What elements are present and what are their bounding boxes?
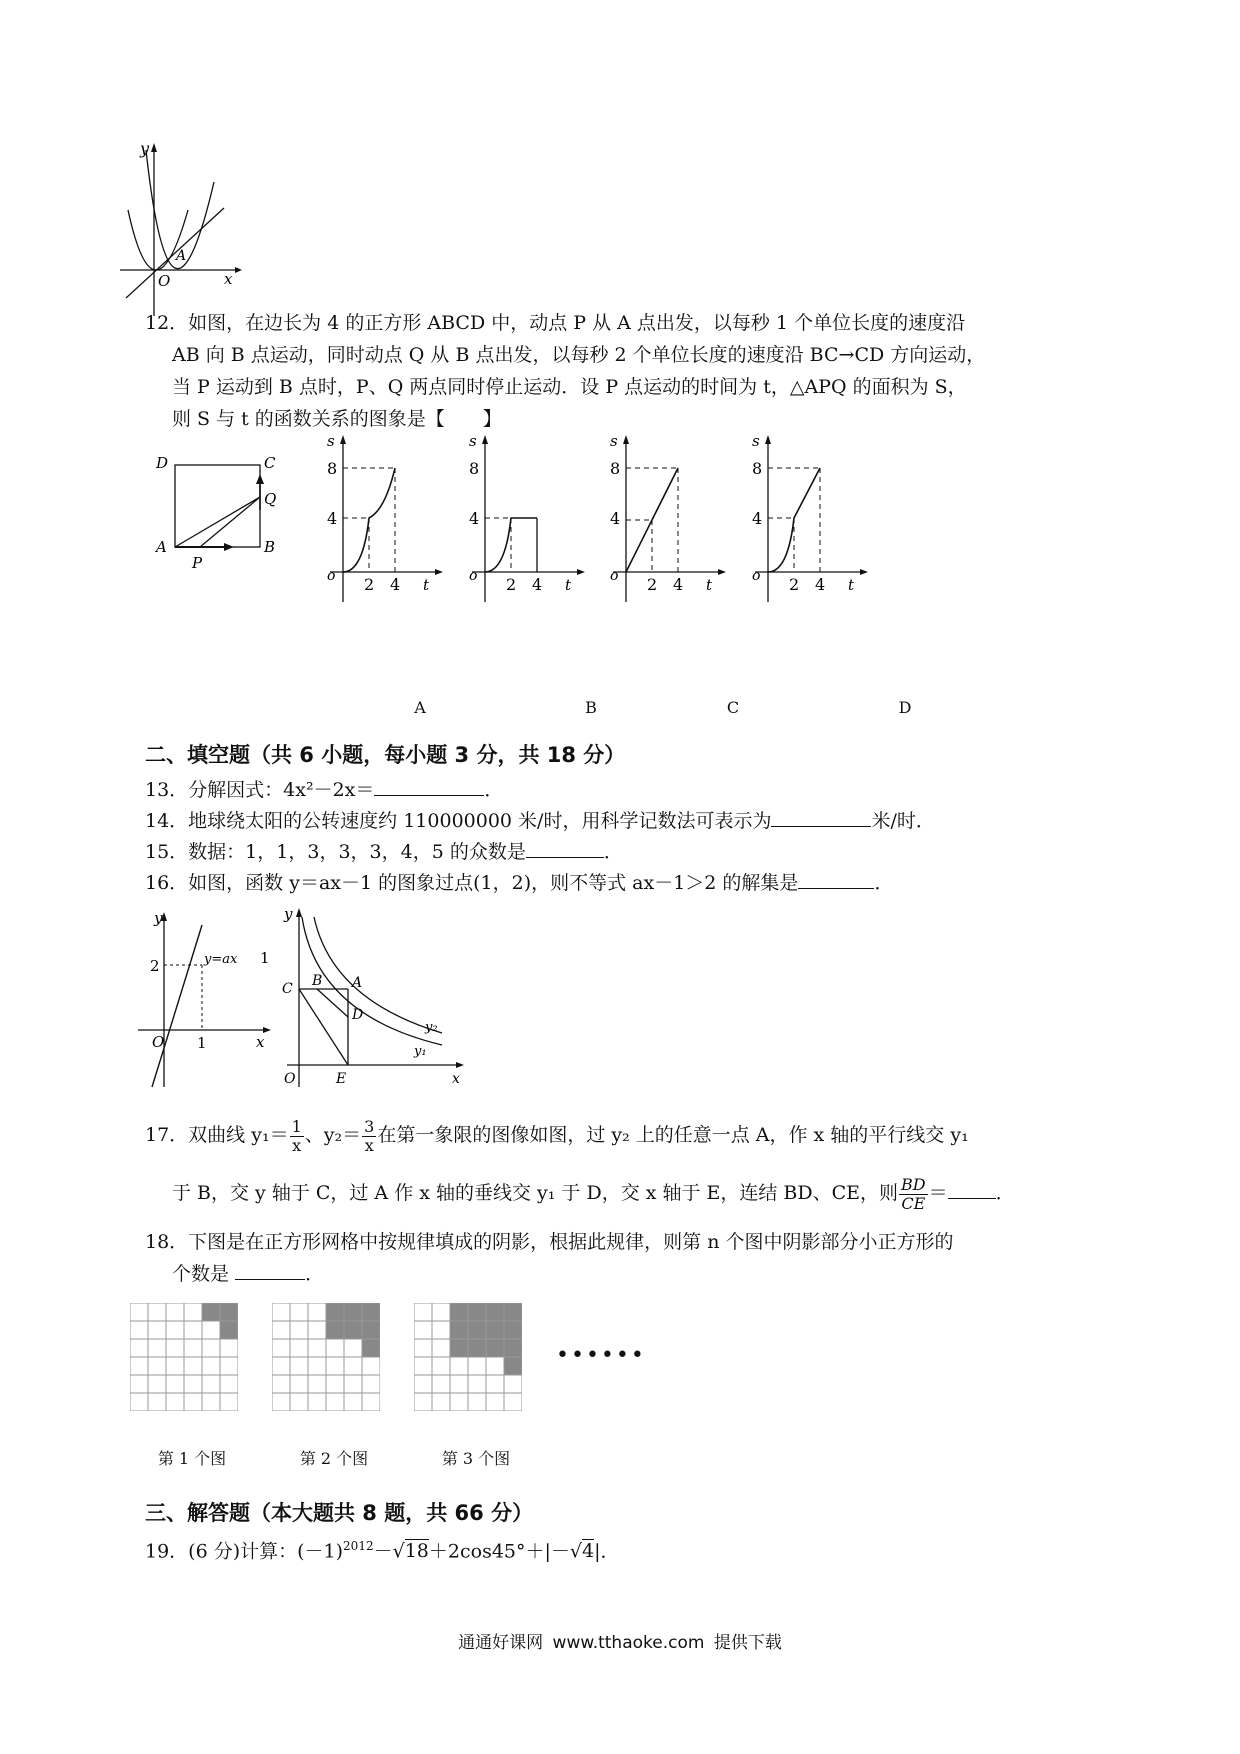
option-c-label: C [726, 698, 740, 717]
sq-d-label: D [156, 454, 169, 472]
fig-y-label: y [140, 140, 150, 158]
q14-blank[interactable] [771, 806, 871, 827]
f17-d: D [352, 1007, 364, 1023]
q18-line2 [172, 1258, 324, 1290]
q17-p1: 17．双曲线 y₁＝ [145, 1124, 289, 1146]
q16-text: 16．如图，函数 y＝ax－1 的图象过点(1，2)，则不等式 ax－1＞2 的解集是 [145, 872, 799, 894]
q17-line2 [172, 1168, 1015, 1218]
q17-p2: 、y₂＝ [304, 1124, 362, 1146]
q17-hyperbola-figure [272, 905, 467, 1090]
q13-text: 13．分解因式：4x²－2x＝ [145, 779, 375, 801]
parabola-figure [110, 140, 250, 320]
tick-4: 4 [610, 509, 621, 528]
axis-s: s [752, 432, 760, 450]
tick-4: 4 [469, 509, 480, 528]
f17-a: A [352, 975, 363, 991]
q13 [145, 774, 503, 806]
tick-x4: 4 [390, 575, 401, 594]
q13-end: ． [484, 779, 504, 801]
axis-o: o [469, 568, 478, 584]
grid-figure-3 [414, 1303, 522, 1411]
option-d-label: D [898, 698, 912, 717]
q17-l2: 于 B，交 y 轴于 C，过 A 作 x 轴的垂线交 y₁ 于 D，交 x 轴于 E，连结 BD、CE，则 [172, 1182, 899, 1204]
q18-blank[interactable] [235, 1259, 305, 1280]
q18-end: ． [305, 1263, 325, 1285]
q15-blank[interactable] [526, 837, 604, 858]
axis-o: o [610, 568, 619, 584]
axis-t: t [565, 576, 572, 594]
tick-x2: 2 [364, 575, 375, 594]
grid-caption-1: 第 1 个图 [157, 1449, 227, 1468]
tick-8: 8 [327, 459, 338, 478]
q17-frac-3x: $\frac{3}{x}$ [364, 1116, 375, 1155]
tick-8: 8 [469, 459, 480, 478]
f17-c: C [282, 981, 293, 997]
f17-y: y [284, 905, 293, 923]
tick-x2: 2 [506, 575, 517, 594]
f16-1: 1 [197, 1034, 207, 1052]
axis-t: t [423, 576, 430, 594]
q19-minus: － [373, 1540, 393, 1563]
tick-x4: 4 [673, 575, 684, 594]
axis-t: t [848, 576, 855, 594]
grid-figure-2 [272, 1303, 380, 1411]
f17-y2: y₂ [425, 1020, 438, 1035]
graph-option-c [598, 430, 728, 610]
f17-x: x [452, 1071, 460, 1087]
q16-blank[interactable] [798, 868, 874, 889]
q12-line4: 则 S 与 t 的函数关系的图象是【 】 [172, 408, 502, 430]
tick-4: 4 [327, 509, 338, 528]
f17-b: B [312, 973, 323, 989]
axis-o: o [752, 568, 761, 584]
tick-4: 4 [752, 509, 763, 528]
q17-frac-bdce: $\frac{BD}{CE}$ [901, 1174, 926, 1213]
q12-line2: AB 向 B 点运动，同时动点 Q 从 B 点出发，以每秒 2 个单位长度的速度沿 BC→CD 方向运动， [172, 344, 986, 366]
tick-x4: 4 [532, 575, 543, 594]
f16-o: O [152, 1033, 165, 1051]
q15 [145, 836, 623, 868]
axis-s: s [610, 432, 618, 450]
q15-end: ． [603, 841, 623, 863]
section2-title: 二、填空题（共 6 小题，每小题 3 分，共 18 分） [145, 743, 626, 767]
page-footer: 通通好课网 www.tthaoke.com 提供下载 [458, 1633, 782, 1653]
f16-y: y [154, 909, 163, 927]
sq-q-label: Q [264, 490, 277, 508]
f17-o: O [284, 1071, 296, 1087]
q18-l2: 个数是 [172, 1263, 230, 1285]
q12-line3: 当 P 运动到 B 点时，P、Q 两点同时停止运动．设 P 点运动的时间为 t，△APQ 的面积为 S， [172, 376, 967, 398]
q14-text: 14．地球绕太阳的公转速度约 110000000 米/时，用科学记数法可表示为 [145, 810, 772, 832]
square-abcd-figure [150, 450, 290, 580]
fig-a-label: A [176, 248, 187, 264]
q17-line1 [145, 1110, 969, 1160]
q17-end: ． [995, 1182, 1015, 1204]
q17-eq: ＝ [928, 1182, 948, 1204]
q19-r4: 4 [582, 1540, 595, 1563]
grid-caption-3: 第 3 个图 [441, 1449, 511, 1468]
q19-r18: 18 [404, 1540, 429, 1563]
fig-x-label: x [224, 270, 233, 288]
f16-eq: y=ax [204, 952, 238, 967]
sq-p-label: P [192, 554, 203, 572]
sq-b-label: B [264, 538, 276, 556]
f16-2: 2 [150, 957, 160, 975]
q19 [145, 1530, 620, 1567]
axis-s: s [469, 432, 477, 450]
f17-e: E [336, 1071, 347, 1087]
section3-title: 三、解答题（本大题共 8 题，共 66 分） [145, 1501, 534, 1525]
q17-p3: 在第一象限的图像如图，过 y₂ 上的任意一点 A，作 x 轴的平行线交 y₁ [377, 1124, 969, 1146]
q16-line-figure [130, 905, 275, 1090]
grid-ellipsis: •••••• [556, 1343, 646, 1368]
f17-y1: y₁ [414, 1044, 427, 1059]
grid-caption-2: 第 2 个图 [299, 1449, 369, 1468]
tick-8: 8 [610, 459, 621, 478]
tick-x2: 2 [647, 575, 658, 594]
q16-end: ． [874, 872, 894, 894]
q19-end: |． [594, 1540, 620, 1563]
q16 [145, 867, 893, 899]
sq-a-label: A [156, 538, 167, 556]
graph-option-d [740, 430, 870, 610]
tick-x2: 2 [789, 575, 800, 594]
q15-text: 15．数据：1，1，3，3，3，4，5 的众数是 [145, 841, 526, 863]
tick-x4: 4 [815, 575, 826, 594]
q19-exp: 2012 [343, 1539, 374, 1553]
q19-prefix: 19．(6 分)计算：(－1) [145, 1540, 344, 1563]
q14-end: 米/时． [871, 810, 935, 832]
q13-blank[interactable] [374, 775, 484, 796]
q18-line1: 18．下图是在正方形网格中按规律填成的阴影，根据此规律，则第 n 个图中阴影部分小正方形的 [145, 1231, 954, 1253]
option-a-label: A [414, 698, 426, 717]
q19-mid: ＋2cos45°＋|－ [428, 1540, 570, 1563]
f16-x: x [256, 1033, 265, 1051]
q17-blank[interactable] [948, 1178, 996, 1199]
q14 [145, 805, 935, 837]
f16-1r: 1 [260, 949, 270, 967]
tick-8: 8 [752, 459, 763, 478]
axis-o: o [327, 568, 336, 584]
sq-c-label: C [264, 454, 276, 472]
graph-option-a [315, 430, 445, 610]
q12-line1: 12．如图，在边长为 4 的正方形 ABCD 中，动点 P 从 A 点出发，以每秒 1 个单位长度的速度沿 [145, 312, 966, 334]
option-b-label: B [585, 698, 597, 717]
graph-option-b [457, 430, 587, 610]
q17-frac-1x: $\frac{1}{x}$ [291, 1116, 302, 1155]
sqrt-icon: √ [392, 1540, 405, 1563]
fig-o-label: O [158, 272, 171, 290]
sqrt-icon: √ [569, 1540, 583, 1563]
axis-t: t [706, 576, 713, 594]
axis-s: s [327, 432, 335, 450]
grid-figure-1 [130, 1303, 238, 1411]
